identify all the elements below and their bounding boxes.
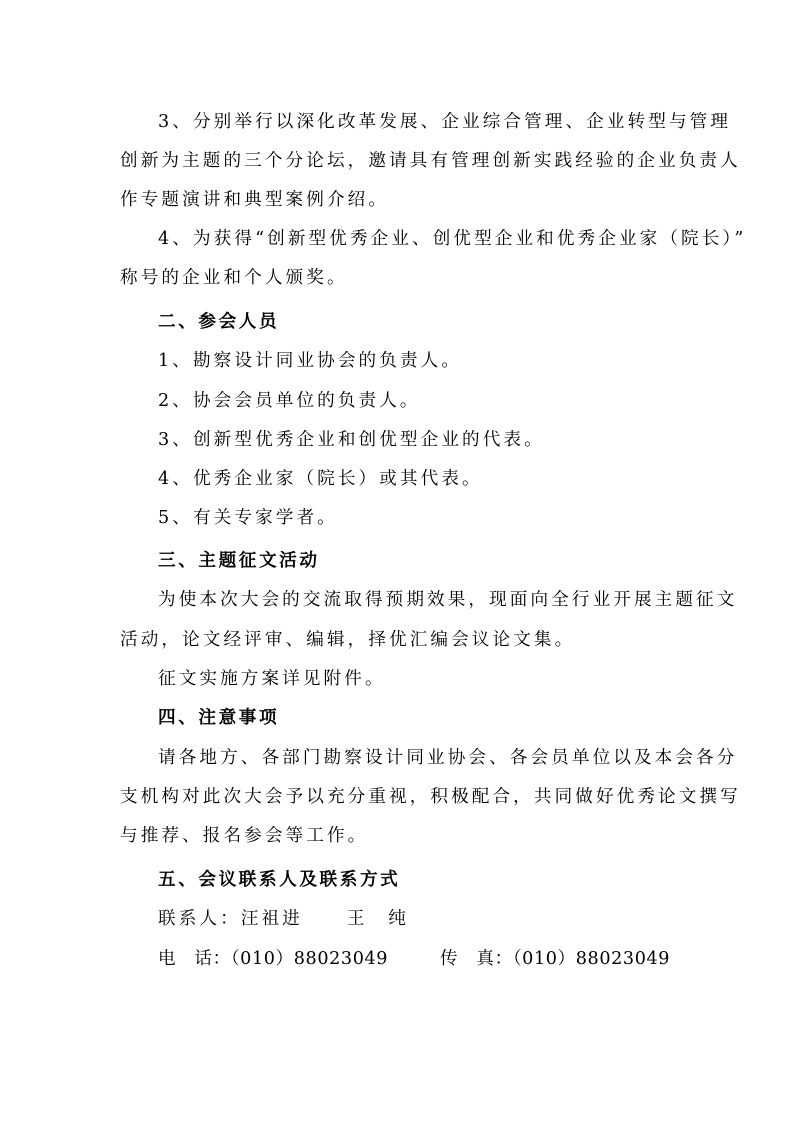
contact-name-2: 王 纯 (346, 909, 409, 929)
section3-para2: 征文实施方案详见附件。 (158, 669, 386, 689)
section3-para1-line1: 为使本次大会的交流取得预期效果，现面向全行业开展主题征文 (158, 590, 738, 610)
section3-heading: 三、主题征文活动 (158, 551, 320, 571)
attendee-item-2: 2、协会会员单位的负责人。 (158, 391, 421, 411)
section4-para-line1: 请各地方、各部门勘察设计同业协会、各会员单位以及本会各分 (158, 748, 738, 768)
attendee-item-5: 5、有关专家学者。 (158, 508, 338, 528)
section4-para-line2: 支机构对此次大会予以充分重视，积极配合，共同做好优秀论文撰写 (120, 787, 741, 807)
item4-line2: 称号的企业和个人颁奖。 (120, 268, 348, 288)
phone-fax-line (158, 947, 676, 971)
attendee-item-4: 4、优秀企业家（院长）或其代表。 (158, 469, 483, 489)
attendee-item-1: 1、勘察设计同业协会的负责人。 (158, 351, 463, 371)
attendee-item-3: 3、创新型优秀企业和创优型企业的代表。 (158, 430, 545, 450)
item3-line1: 3、分别举行以深化改革发展、企业综合管理、企业转型与管理 (158, 112, 732, 132)
contact-line (158, 907, 676, 931)
section2-heading: 二、参会人员 (158, 312, 280, 332)
section4-heading: 四、注意事项 (158, 708, 280, 728)
fax-label: 传 真： (440, 949, 513, 969)
section3-para1-line2: 活动，论文经评审、编辑，择优汇编会议论文集。 (120, 630, 576, 650)
item4-line1: 4、为获得“创新型优秀企业、创优型企业和优秀企业家（院长）” (158, 229, 747, 249)
section5-heading: 五、会议联系人及联系方式 (158, 870, 401, 890)
fax-group (440, 947, 670, 971)
fax-value: （010）88023049 (512, 949, 671, 969)
item3-line3: 作专题演讲和典型案例介绍。 (120, 190, 390, 210)
phone-value: （010）88023049 (230, 949, 389, 969)
phone-label: 电 话： (158, 949, 231, 969)
contact-label: 联系人： (158, 909, 241, 929)
item3-line2: 创新为主题的三个分论坛，邀请具有管理创新实践经验的企业负责人 (120, 151, 741, 171)
contact-name-1: 汪祖进 (240, 909, 303, 929)
section4-para-line3: 与推荐、报名参会等工作。 (120, 826, 369, 846)
